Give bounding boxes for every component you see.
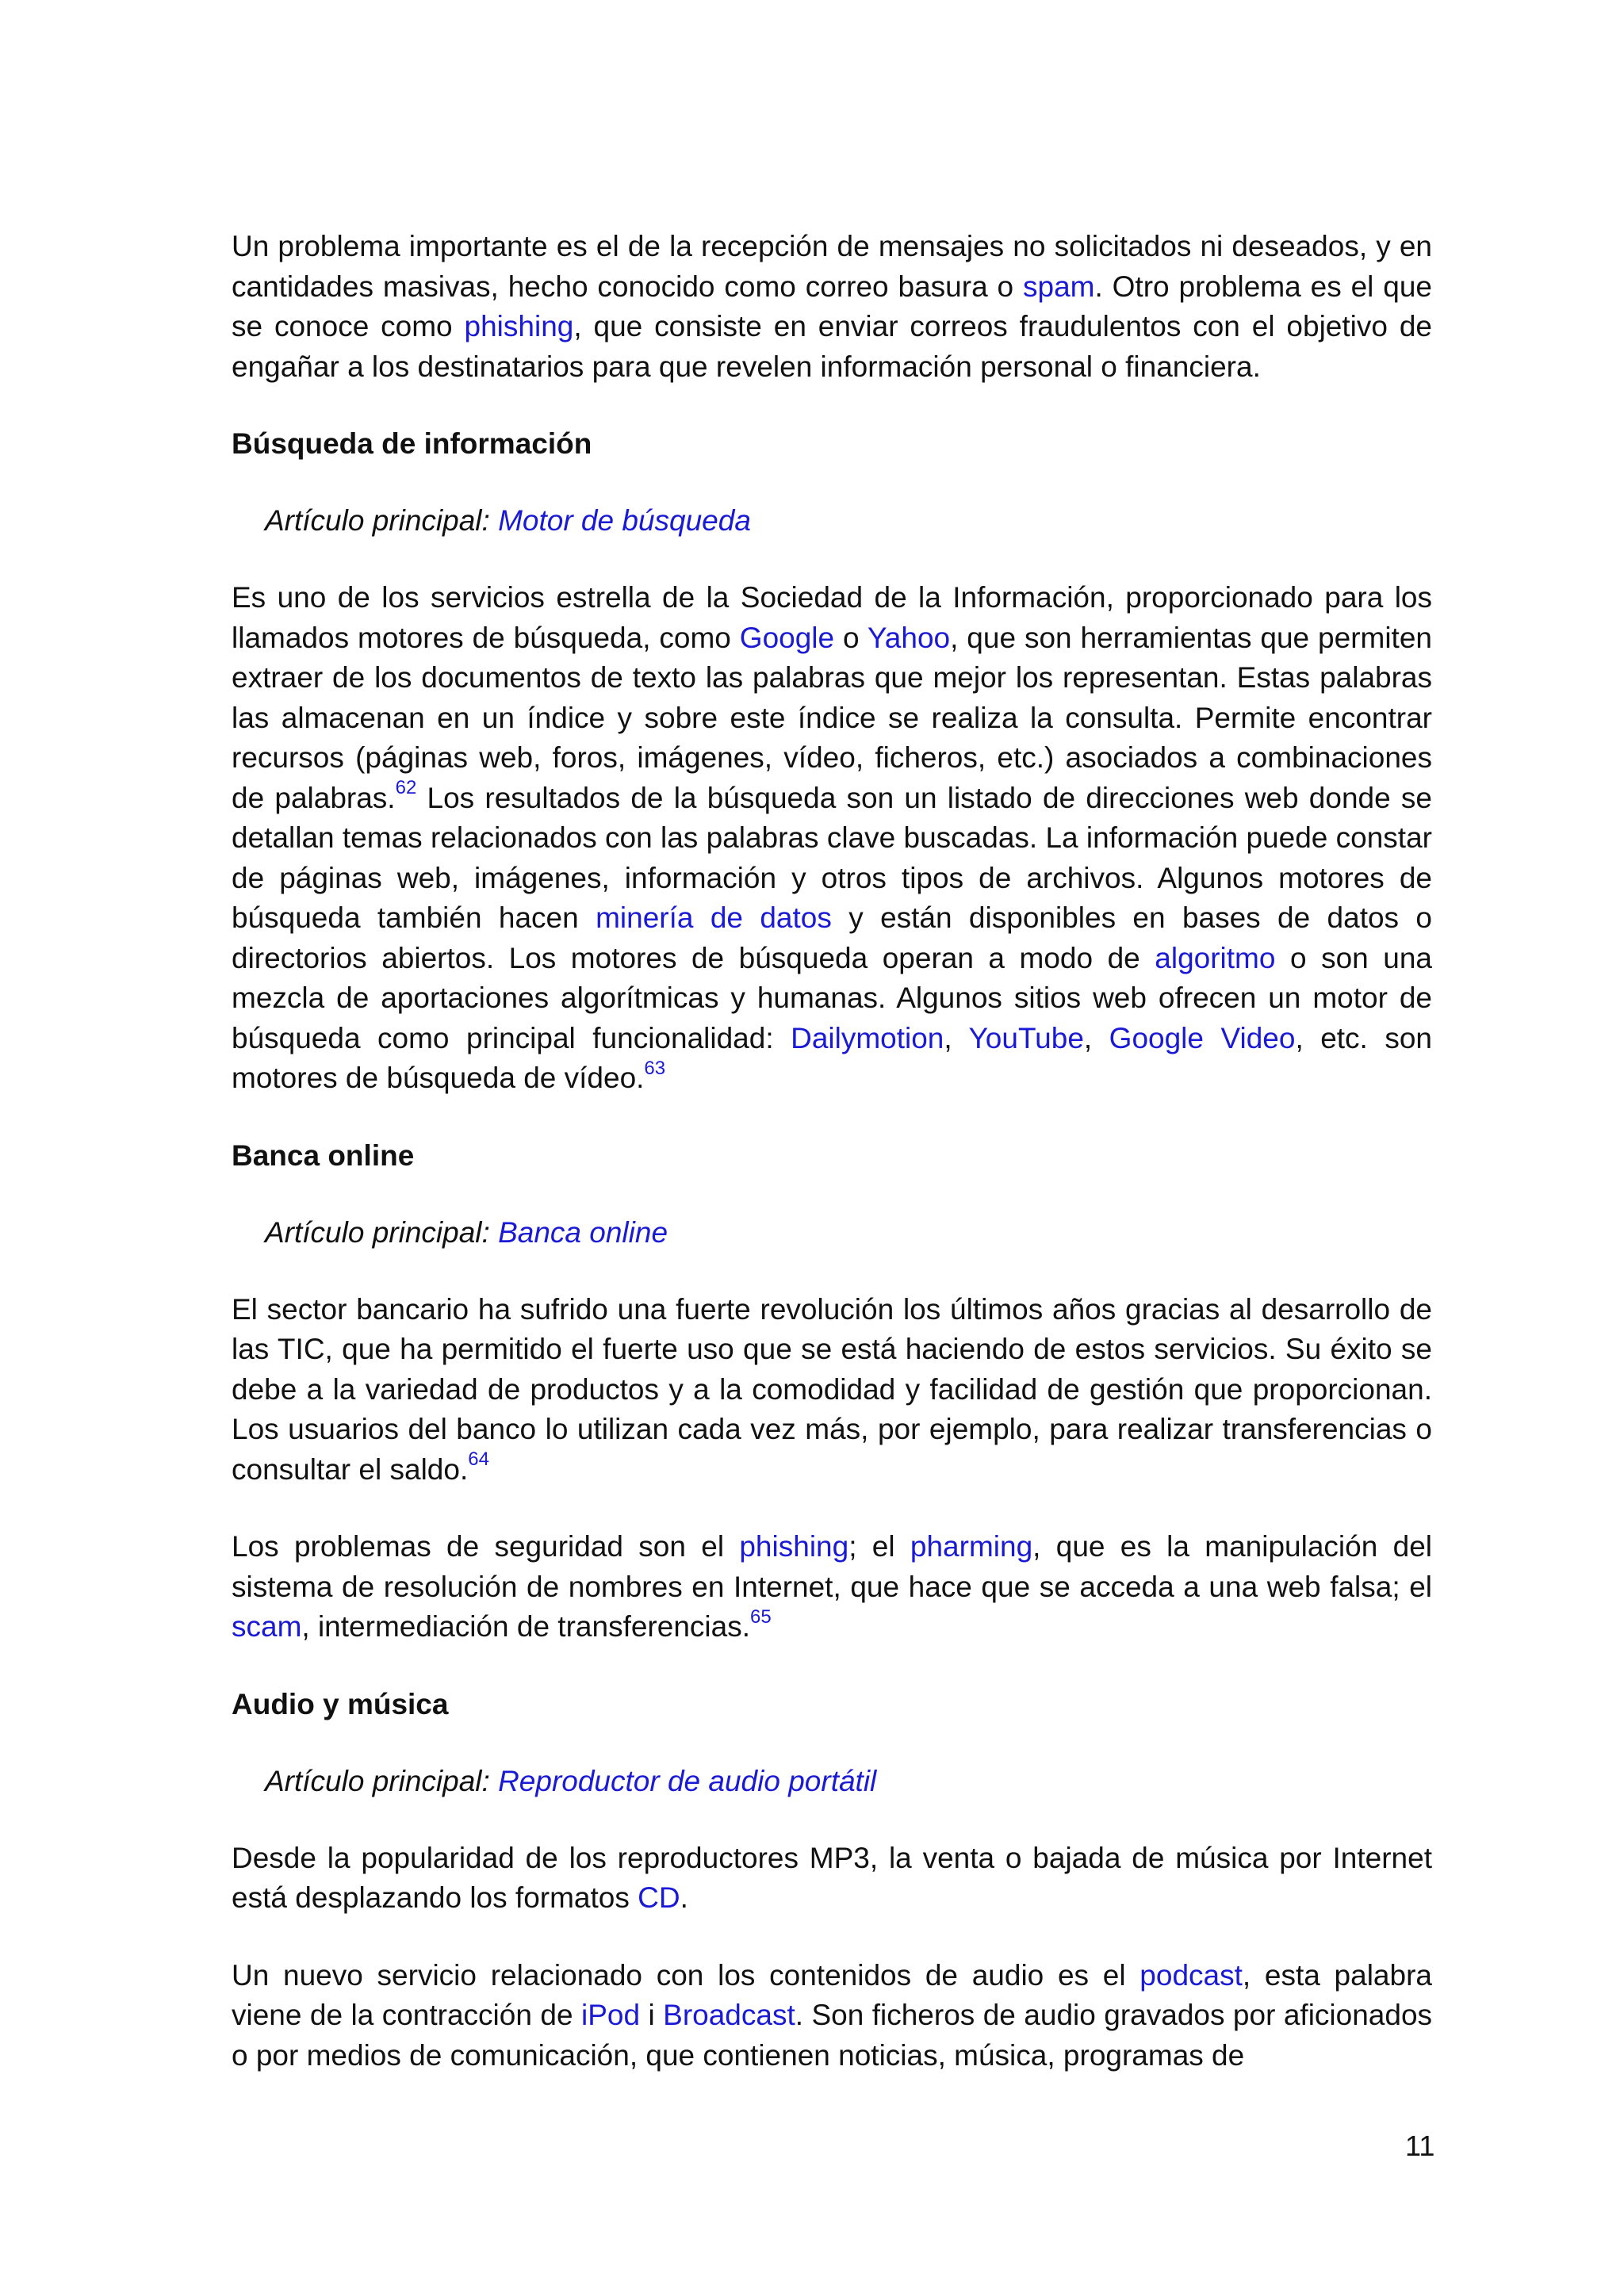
link-dailymotion[interactable]: Dailymotion <box>791 1021 944 1054</box>
text-run: o <box>834 621 868 654</box>
link-podcast[interactable]: podcast <box>1139 1958 1243 1992</box>
text-run: Los resultados de la búsqueda son un listado de direcciones web donde se detallan temas relacionados con las palabras clave buscadas. La información puede constar de páginas web, imágenes, información y otros tipos de archivos. Algunos motores de búsqueda también hacen <box>232 781 1432 934</box>
text-run: , esta palabra viene de la contracción de <box>232 1958 1432 2031</box>
text-run: Desde la popularidad de los reproductores MP3, la venta o bajada de música por Internet está desplazando los formatos <box>232 1841 1432 1914</box>
text-run: El sector bancario ha sufrido una fuerte revolución los últimos años gracias al desarrollo de las TIC, que ha permitido el fuerte uso que se está haciendo de estos servicios. Su éxito se debe a la variedad de productos y a la comodidad y facilidad de gestión que proporcionan. Los usuarios del banco lo utilizan cada vez más, por ejemplo, para realizar transferencias o consultar el saldo. <box>232 1292 1432 1486</box>
main-article-banca <box>265 1213 1432 1253</box>
section-heading-audio: Audio y música <box>232 1687 449 1720</box>
link-reproductor-audio[interactable]: Reproductor de audio portátil <box>498 1764 877 1797</box>
audio-paragraph-1 <box>232 1839 1432 1919</box>
intro-paragraph <box>232 227 1432 387</box>
main-article-label: Artículo principal: <box>265 1764 499 1797</box>
link-broadcast[interactable]: Broadcast <box>663 1999 795 2031</box>
section-heading-busqueda: Búsqueda de información <box>232 427 592 460</box>
link-mineria-de-datos[interactable]: minería de datos <box>596 901 832 934</box>
main-article-label: Artículo principal: <box>265 1215 499 1249</box>
text-run: , que consiste en enviar correos fraudulentos con el objetivo de engañar a los destinatarios para que revelen información personal o financiera. <box>232 310 1432 383</box>
link-yahoo[interactable]: Yahoo <box>867 621 951 654</box>
link-spam[interactable]: spam <box>1023 270 1095 303</box>
link-motor-de-busqueda[interactable]: Motor de búsqueda <box>498 504 751 537</box>
page-number: 11 <box>1405 2130 1435 2162</box>
text-run: Un nuevo servicio relacionado con los contenidos de audio es el <box>232 1958 1140 1992</box>
link-pharming[interactable]: pharming <box>910 1530 1033 1563</box>
link-cd[interactable]: CD <box>638 1881 680 1914</box>
text-run: Los problemas de seguridad son el <box>232 1530 740 1563</box>
text-run: i <box>640 1999 664 2031</box>
link-phishing-2[interactable]: phishing <box>739 1530 849 1563</box>
link-phishing[interactable]: phishing <box>464 310 574 342</box>
link-ipod[interactable]: iPod <box>580 1999 641 2031</box>
link-google-video[interactable]: Google Video <box>1109 1021 1296 1054</box>
busqueda-paragraph <box>232 578 1432 1099</box>
audio-paragraph-2 <box>232 1956 1432 2076</box>
link-google[interactable]: Google <box>739 621 835 654</box>
text-run: . <box>680 1881 688 1914</box>
main-article-label: Artículo principal: <box>265 504 499 537</box>
banca-paragraph-1 <box>232 1290 1432 1490</box>
document-page <box>232 227 1432 2076</box>
text-run: . Otro problema es el que se conoce como <box>232 270 1432 342</box>
link-banca-online[interactable]: Banca online <box>498 1215 668 1249</box>
footnote-ref-64[interactable]: 64 <box>468 1448 489 1471</box>
footnote-ref-63[interactable]: 63 <box>644 1057 666 1079</box>
text-run: , que son herramientas que permiten extraer de los documentos de texto las palabras que mejor los representan. Estas palabras las almacenan en un índice y sobre este índice se realiza la consulta. Permite encontrar recursos (páginas web, foros, imágenes, vídeo, ficheros, etc.) asociados a combinaciones de palabras. <box>232 621 1432 814</box>
link-scam[interactable]: scam <box>232 1610 302 1643</box>
text-run: , <box>944 1021 969 1054</box>
text-run: Un problema importante es el de la recepción de mensajes no solicitados ni deseados, y en cantidades masivas, hecho conocido como correo basura o <box>232 230 1432 303</box>
text-run: o son una mezcla de aportaciones algorítmicas y humanas. Algunos sitios web ofrecen un motor de búsqueda como principal funcionalidad: <box>232 941 1432 1054</box>
footnote-ref-62[interactable]: 62 <box>395 777 417 799</box>
link-youtube[interactable]: YouTube <box>968 1021 1084 1054</box>
link-algoritmo[interactable]: algoritmo <box>1155 941 1276 974</box>
text-run: , <box>1083 1021 1109 1054</box>
text-run: . Son ficheros de audio gravados por aficionados o por medios de comunicación, que contienen noticias, música, programas de <box>232 1999 1433 2072</box>
text-run: , que es la manipulación del sistema de resolución de nombres en Internet, que hace que se acceda a una web falsa; el <box>232 1530 1432 1603</box>
section-heading-banca: Banca online <box>232 1138 415 1172</box>
text-run: Es uno de los servicios estrella de la Sociedad de la Información, proporcionado para los llamados motores de búsqueda, como <box>232 581 1432 654</box>
text-run: , etc. son motores de búsqueda de vídeo. <box>232 1021 1432 1094</box>
text-run: , intermediación de transferencias. <box>301 1610 750 1643</box>
text-run: ; el <box>848 1530 910 1563</box>
text-run: y están disponibles en bases de datos o directorios abiertos. Los motores de búsqueda operan a modo de <box>232 901 1432 974</box>
main-article-busqueda <box>265 501 1432 541</box>
footnote-ref-65[interactable]: 65 <box>749 1605 772 1628</box>
main-article-audio <box>265 1762 1432 1801</box>
banca-paragraph-2 <box>232 1527 1432 1647</box>
